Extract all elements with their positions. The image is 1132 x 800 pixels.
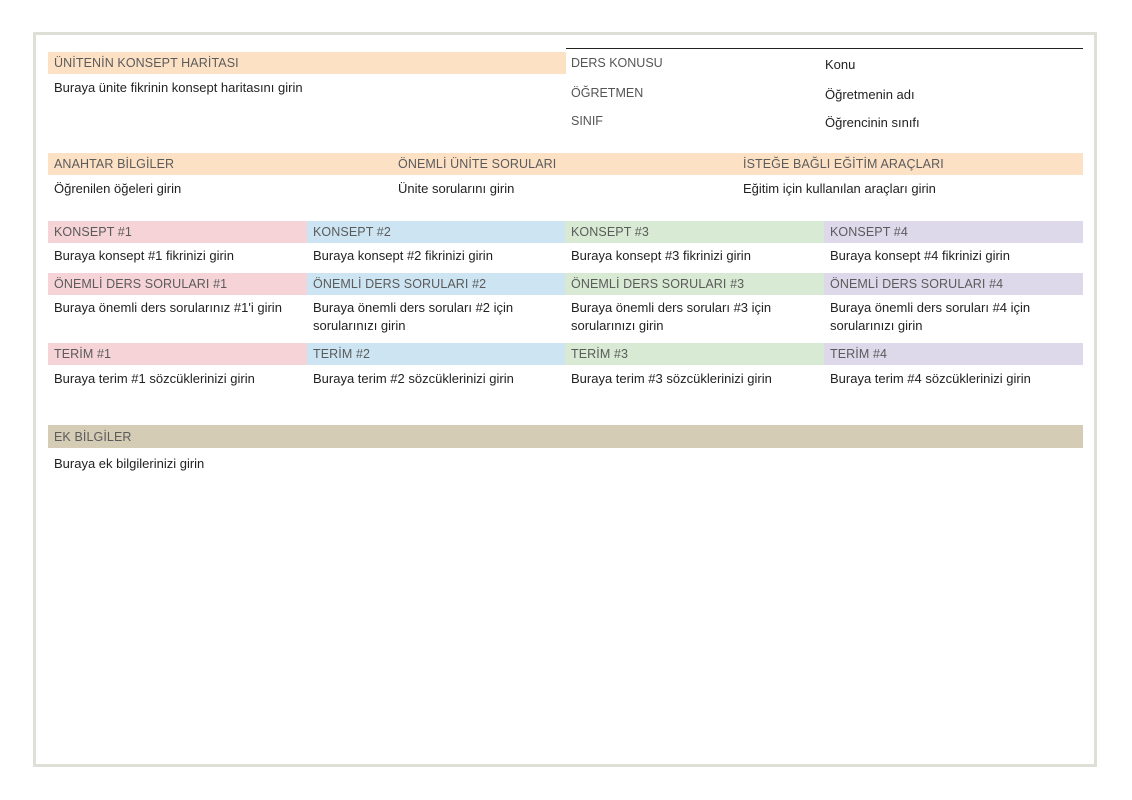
subject-value[interactable]: Konu	[825, 57, 856, 72]
optional-tools-heading: İSTEĞE BAĞLI EĞİTİM ARAÇLARI	[743, 157, 944, 171]
key-info-heading: ANAHTAR BİLGİLER	[54, 157, 175, 171]
term-1-text[interactable]: Buraya terim #1 sözcüklerinizi girin	[54, 371, 255, 386]
key-info-text[interactable]: Öğrenilen öğeleri girin	[54, 181, 182, 196]
info-top-rule	[566, 48, 1083, 49]
concept-2-heading: KONSEPT #2	[307, 221, 565, 243]
subject-label: DERS KONUSU	[571, 56, 663, 70]
concept-map-heading: ÜNİTENİN KONSEPT HARİTASI	[48, 52, 566, 74]
teacher-label: ÖĞRETMEN	[571, 86, 644, 100]
class-value[interactable]: Öğrencinin sınıfı	[825, 115, 920, 130]
teacher-value[interactable]: Öğretmenin adı	[825, 87, 915, 102]
concept-4-text[interactable]: Buraya konsept #4 fikrinizi girin	[830, 248, 1010, 263]
term-4-heading: TERİM #4	[824, 343, 1083, 365]
additional-info-text[interactable]: Buraya ek bilgilerinizi girin	[54, 456, 205, 471]
concept-2-text[interactable]: Buraya konsept #2 fikrinizi girin	[313, 248, 493, 263]
lesson-questions-3-heading: ÖNEMLİ DERS SORULARI #3	[565, 273, 824, 295]
lesson-questions-3-text[interactable]: Buraya önemli ders soruları #3 için sorularınızı girin	[571, 300, 772, 333]
page-frame	[33, 32, 1097, 767]
lesson-questions-2-heading: ÖNEMLİ DERS SORULARI #2	[307, 273, 565, 295]
term-3-text[interactable]: Buraya terim #3 sözcüklerinizi girin	[571, 371, 772, 386]
concept-4-heading: KONSEPT #4	[824, 221, 1083, 243]
concept-3-heading: KONSEPT #3	[565, 221, 824, 243]
concept-3-text[interactable]: Buraya konsept #3 fikrinizi girin	[571, 248, 751, 263]
lesson-questions-4-heading: ÖNEMLİ DERS SORULARI #4	[824, 273, 1083, 295]
additional-info-heading: EK BİLGİLER	[48, 425, 1083, 448]
class-label: SINIF	[571, 114, 603, 128]
term-3-heading: TERİM #3	[565, 343, 824, 365]
unit-questions-text[interactable]: Ünite sorularını girin	[398, 181, 515, 196]
lesson-questions-2-text[interactable]: Buraya önemli ders soruları #2 için sorularınızı girin	[313, 300, 514, 333]
unit-questions-heading: ÖNEMLİ ÜNİTE SORULARI	[398, 157, 557, 171]
concept-map-text[interactable]: Buraya ünite fikrinin konsept haritasını girin	[54, 80, 303, 95]
optional-tools-text[interactable]: Eğitim için kullanılan araçları girin	[743, 181, 936, 196]
term-2-heading: TERİM #2	[307, 343, 565, 365]
term-2-text[interactable]: Buraya terim #2 sözcüklerinizi girin	[313, 371, 514, 386]
lesson-questions-1-heading: ÖNEMLİ DERS SORULARI #1	[48, 273, 307, 295]
term-4-text[interactable]: Buraya terim #4 sözcüklerinizi girin	[830, 371, 1031, 386]
lesson-questions-1-text[interactable]: Buraya önemli ders sorularınız #1'i girin	[54, 300, 282, 315]
concept-1-heading: KONSEPT #1	[48, 221, 307, 243]
term-1-heading: TERİM #1	[48, 343, 307, 365]
concept-1-text[interactable]: Buraya konsept #1 fikrinizi girin	[54, 248, 234, 263]
lesson-questions-4-text[interactable]: Buraya önemli ders soruları #4 için sorularınızı girin	[830, 300, 1031, 333]
